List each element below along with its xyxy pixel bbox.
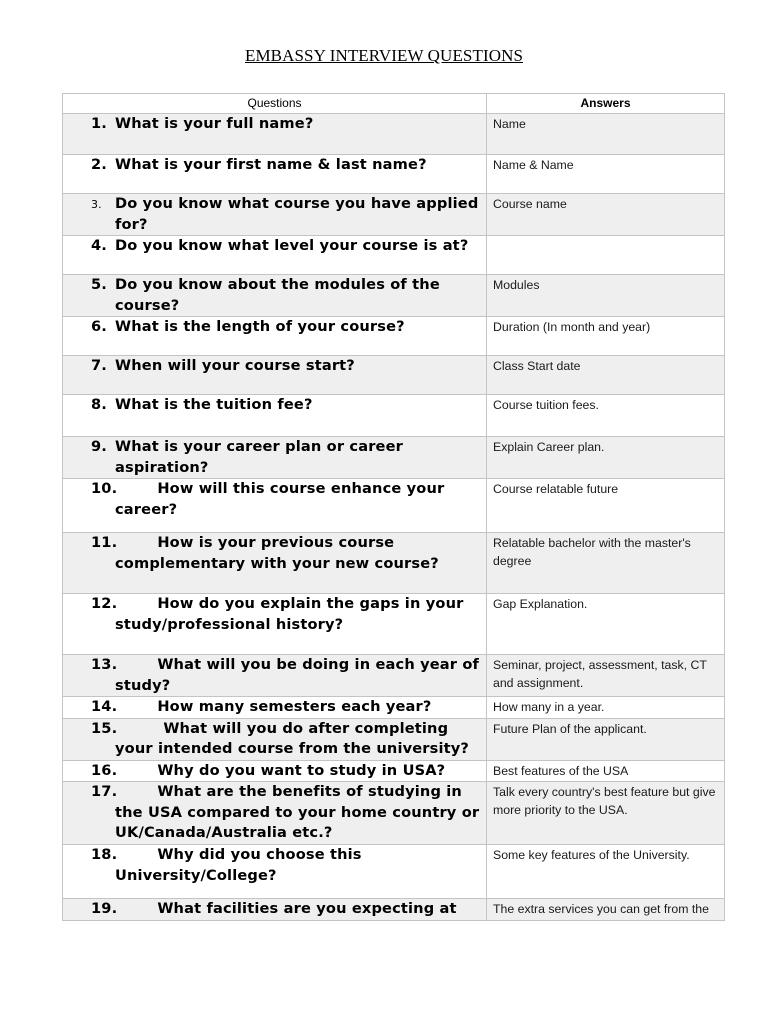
question-text: Why did you choose this University/College? [115,846,362,884]
answer-text: Talk every country's best feature but give more priority to the USA. [493,785,716,817]
answer-cell [487,845,725,899]
answer-cell [487,697,725,719]
answer-cell [487,479,725,533]
question-text: What is the length of your course? [115,318,405,335]
answer-cell [487,899,725,921]
question-number: 13. [91,656,118,673]
question-cell [63,114,487,155]
answer-text: The extra services you can get from the [493,902,709,916]
question-text: How will this course enhance your career? [115,480,445,518]
question-number: 16. [91,761,118,779]
table-row [63,155,725,194]
question-text: Do you know what level your course is at? [115,237,469,254]
question-number: 8. [91,396,107,413]
table-row [63,533,725,594]
table-row [63,236,725,275]
answer-text: Duration (In month and year) [493,320,651,334]
question-cell [63,899,487,921]
question-text: Why do you want to study in USA? [157,761,446,779]
question-number: 9. [91,438,107,455]
question-number: 2. [91,156,107,173]
answer-cell [487,533,725,594]
question-number: 3. [91,198,102,211]
answer-cell [487,437,725,479]
answer-cell [487,275,725,317]
answer-text: Course name [493,197,567,211]
question-number: 10. [91,480,118,497]
qa-table [62,93,725,921]
answer-text: Gap Explanation. [493,597,588,611]
question-number: 5. [91,276,107,293]
question-number: 14. [91,698,118,715]
question-text: What is the tuition fee? [115,396,313,413]
question-text: What will you be doing in each year of study? [115,656,480,694]
answer-text: Course relatable future [493,482,619,496]
question-number: 7. [91,357,107,374]
answer-text: Class Start date [493,359,581,373]
table-row [63,317,725,356]
answer-text: Name & Name [493,158,574,172]
table-row [63,356,725,395]
question-number: 1. [91,115,107,132]
question-text: How do you explain the gaps in your study/professional history? [115,595,464,633]
question-text: What facilities are you expecting at [157,900,457,917]
question-text: What are the benefits of studying in the USA compared to your home country or UK/Canada/Australia etc.? [115,783,480,841]
question-cell [63,479,487,533]
question-cell [63,236,487,275]
question-cell [63,437,487,479]
question-cell [63,194,487,236]
answer-cell [487,760,725,782]
answer-cell [487,155,725,194]
table-row [63,194,725,236]
question-cell [63,782,487,845]
answer-cell [487,594,725,655]
answer-text: Name [493,117,526,131]
question-number: 17. [91,783,118,800]
questions-column-header: Questions [63,94,487,114]
answer-text: Modules [493,278,540,292]
question-number: 11. [91,534,118,551]
question-cell [63,356,487,395]
answer-cell [487,317,725,356]
table-row [63,697,725,719]
question-cell [63,275,487,317]
question-text: Do you know what course you have applied for? [115,195,479,233]
table-row [63,899,725,921]
answer-text: How many in a year. [493,700,605,714]
question-cell [63,760,487,782]
table-row [63,594,725,655]
question-cell [63,697,487,719]
table-row [63,395,725,437]
table-row [63,718,725,760]
answer-text: Course tuition fees. [493,398,599,412]
table-header-row [63,94,725,114]
question-text: What is your career plan or career aspiration? [115,438,403,476]
question-text: How many semesters each year? [157,698,432,715]
answer-text: Seminar, project, assessment, task, CT and assignment. [493,658,707,690]
answer-cell [487,395,725,437]
table-row [63,437,725,479]
table-row [63,760,725,782]
question-cell [63,155,487,194]
answer-cell [487,194,725,236]
question-text: How is your previous course complementary with your new course? [115,534,439,572]
table-row [63,275,725,317]
answer-text: Future Plan of the applicant. [493,721,647,736]
question-cell [63,317,487,356]
answer-text [487,236,724,238]
table-row [63,114,725,155]
question-cell [63,533,487,594]
answer-cell [487,356,725,395]
question-number: 12. [91,595,118,612]
document-title: EMBASSY INTERVIEW QUESTIONS [244,46,524,65]
question-text: When will your course start? [115,357,355,374]
question-cell [63,718,487,760]
table-row [63,479,725,533]
question-cell [63,594,487,655]
question-cell [63,655,487,697]
question-text: What is your first name & last name? [115,156,427,173]
table-row [63,782,725,845]
answers-column-header: Answers [487,94,725,114]
answer-text: Best features of the USA [493,763,629,778]
question-number: 19. [91,900,118,917]
answer-cell [487,655,725,697]
answer-cell [487,114,725,155]
answer-text: Explain Career plan. [493,440,605,454]
table-row [63,655,725,697]
question-text: What will you do after completing your intended course from the university? [115,719,470,757]
answer-cell [487,718,725,760]
question-number: 15. [91,719,118,737]
answer-cell [487,782,725,845]
question-number: 6. [91,318,107,335]
answer-text: Relatable bachelor with the master's degree [493,536,691,568]
answer-cell [487,236,725,275]
question-text: Do you know about the modules of the course? [115,276,440,314]
table-row [63,845,725,899]
question-cell [63,395,487,437]
question-number: 18. [91,846,118,863]
question-cell [63,845,487,899]
question-number: 4. [91,237,107,254]
question-text: What is your full name? [115,115,314,132]
answer-text: Some key features of the University. [493,848,690,862]
